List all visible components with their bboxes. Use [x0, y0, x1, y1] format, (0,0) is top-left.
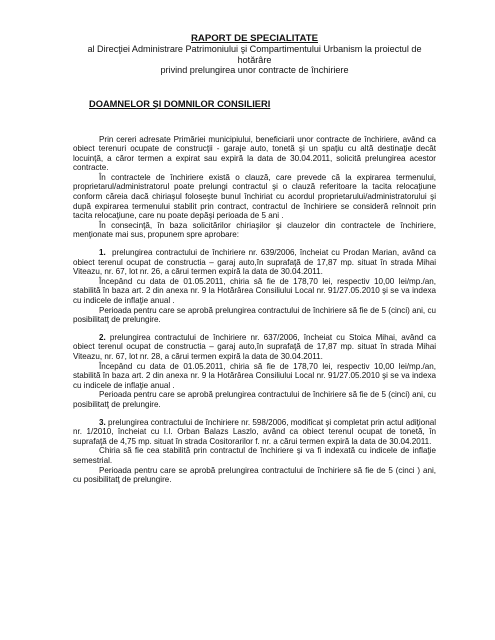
item-1-number: 1. [99, 248, 106, 258]
item-3-text: prelungirea contractului de închiriere nr. 598/2006, modificat şi completat prin actul adiţional nr. 1/2010, încheiat cu I.I. Orban Balazs Laszlo, având ca obiect terenul ocupat de tonetă, în suprafaţă de 4,75 mp. situat în strada Cositorarilor f. nr. a cărui termen expiră la data de 30.04.2011. [73, 417, 436, 446]
intro-paragraph-1: Prin cereri adresate Primăriei municipiului, beneficiarii unor contracte de închiriere, având ca obiect terenuri ocupate de construcţii - garaje auto, tonetă şi un spaţiu cu altă destinaţie decât locuinţă, a căror termen a expirat sau expiră la data de 30.04.2011, solicită prelungirea acestor contracte. [73, 134, 436, 173]
report-subtitle-line-2: privind prelungirea unor contracte de închiriere [160, 65, 349, 75]
intro-paragraph-2: În contractele de închiriere există o clauză, care prevede că la expirarea termenului, proprietarul/administratorul poate prelungi contractul şi o clauză referitoare la tacita relocaţiune conform căreia dacă chiriaşul foloseşte bunul închiriat cu acordul proprietarului/administratorului şi după expirarea termenului stabilit prin contract, contractul de închiriere se consideră reînnoit prin tacita relocaţiune, care nu poate depăşi perioada de 5 ani . [73, 172, 436, 221]
item-2-rent: Începând cu data de 01.05.2011, chiria să fie de 178,70 lei, respectiv 10,00 lei/mp./an, stabilită în baza art. 2 din anexa nr. 9 la Hotărârea Consiliului Local nr. 91/27.05.2010 şi se va indexa cu indicele de inflaţie anual . [73, 361, 436, 390]
item-3-number: 3. [99, 417, 106, 427]
item-1-rent: Începând cu data de 01.05.2011, chiria să fie de 178,70 lei, respectiv 10,00 lei/mp./an, stabilită în baza art. 2 din anexa nr. 9 la Hotărârea Consiliului Local nr. 91/27.05.2010 şi se va indexa cu indicele de inflaţie anual . [73, 276, 436, 305]
salutation: DOAMNELOR ŞI DOMNILOR CONSILIERI [89, 98, 271, 109]
item-3-period: Perioada pentru care se aprobă prelungirea contractului de închiriere să fie de 5 (cinci ) ani, cu posibilitatţ de prelungire. [73, 465, 436, 485]
item-2-text: prelungirea contractului de închiriere nr. 637/2006, încheiat cu Stoica Mihai, având ca obiect terenul ocupat de constructia – garaj auto,în suprafaţă de 17,87 mp. situat în strada Mihai Viteazu, nr. 67, lot nr. 28, a cărui termen expiră la data de 30.04.2011. [73, 332, 437, 361]
item-2-period: Perioada pentru care se aprobă prelungirea contractului de închiriere să fie de 5 (cinci) ani, cu posibilitatţ de prelungire. [73, 390, 436, 409]
report-title: RAPORT DE SPECIALITATE [190, 33, 319, 44]
item-2-number: 2. [99, 332, 106, 342]
item-3-rent: Chiria să fie cea stabilită prin contractul de închiriere şi va fi indexată cu indicele de inflaţie semestrial. [73, 446, 436, 465]
intro-paragraph-3: În consecinţă, în baza solicitărilor chiriaşilor şi clauzelor din contractele de închiriere, menţionate mai sus, propunem spre aprobare: [73, 220, 436, 240]
item-1-text: prelungirea contractului de închiriere nr. 639/2006, încheiat cu Prodan Marian, având ca obiect terenul ocupat de constructia – garaj auto,în suprafaţă de 17,87 mp. situat în strada Mihai Viteazu, nr. 67, lot nr. 26, a cărui termen expiră la data de 30.04.2011. [73, 248, 436, 277]
report-subtitle-line-1: al Direcţiei Administrare Patrimoniului şi Compartimentului Urbanism la proiectul de hotărâre [87, 44, 422, 65]
item-1-period: Perioada pentru care se aprobă prelungirea contractului de închiriere să fie de 5 (cinci) ani, cu posibilitatţ de prelungire. [73, 305, 436, 325]
item-1-paragraph [73, 248, 436, 277]
report-body [73, 135, 436, 485]
item-2-paragraph [73, 333, 436, 362]
item-3-paragraph [73, 418, 436, 447]
